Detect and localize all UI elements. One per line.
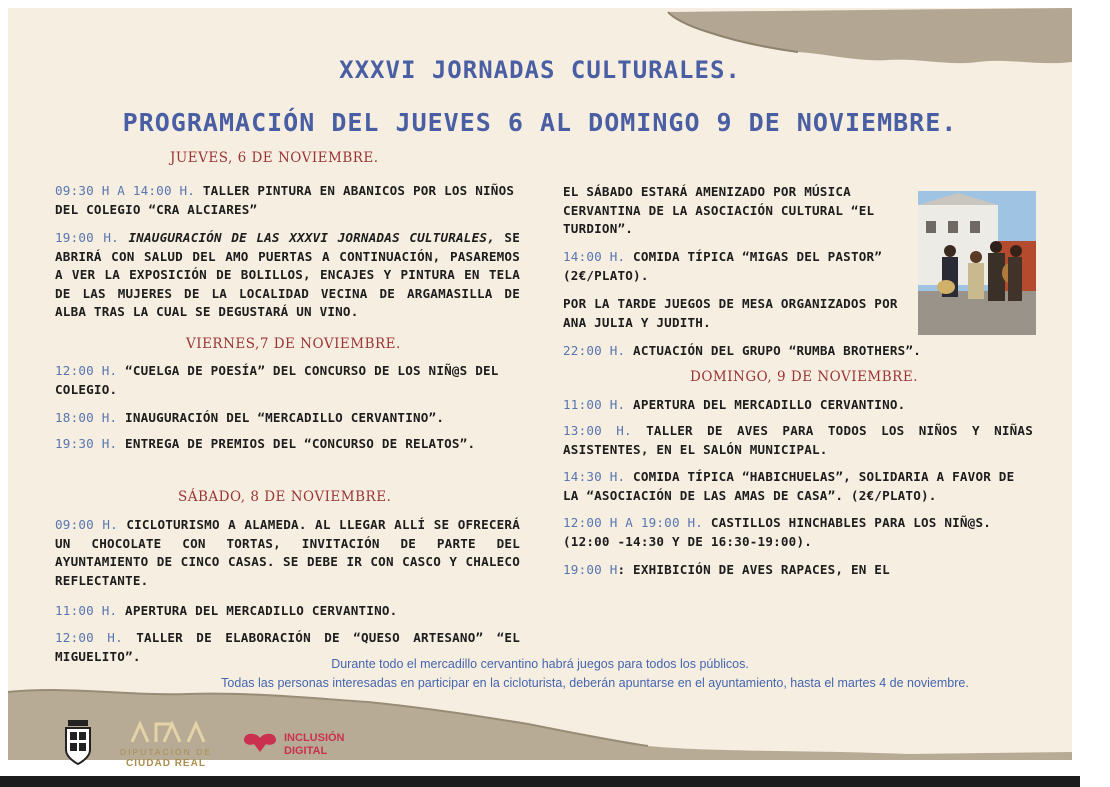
event-time: 11:00 H.: [563, 397, 626, 412]
event-item: [55, 516, 520, 590]
footer-note-games: Durante todo el mercadillo cervantino habrá juegos para todos los públicos.: [331, 657, 749, 671]
event-text: : EXHIBICIÓN DE AVES RAPACES, EN EL: [617, 562, 890, 577]
diputacion-ciudad-real-logo: [112, 720, 220, 768]
event-item: [55, 435, 520, 454]
event-text: CICLOTURISMO A ALAMEDA. AL LLEGAR ALLÍ SE OFRECERÁ UN CHOCOLATE CON TORTAS, INVITACIÓN DE PARTE DEL AYUNTAMIENTO DE CINCO CASAS. SE DEBE IR CON CASCO Y CHALECO REFLECTANTE.: [55, 517, 520, 588]
day-heading-domingo: DOMINGO, 9 DE NOVIEMBRE.: [690, 369, 918, 385]
event-text: EL SÁBADO ESTARÁ AMENIZADO POR MÚSICA CERVANTINA DE LA ASOCIACIÓN CULTURAL “EL TURDION”.: [563, 184, 875, 236]
event-item: [55, 409, 520, 428]
event-text: COMIDA TÍPICA “HABICHUELAS”, SOLIDARIA A FAVOR DE LA “ASOCIACIÓN DE LAS AMAS DE CASA”. (2€/PLATO).: [563, 469, 1015, 503]
event-text: APERTURA DEL MERCADILLO CERVANTINO.: [625, 397, 906, 412]
ciudad-real-label: CIUDAD REAL: [126, 758, 206, 769]
inclusion-mark-icon: [242, 730, 278, 756]
event-text: CASTILLOS HINCHABLES PARA LOS NIÑ@S. (12:00 -14:30 Y DE 16:30-19:00).: [563, 515, 992, 549]
event-time: 14:00 H.: [563, 249, 626, 264]
event-item: [563, 514, 1033, 551]
event-highlight: INAUGURACIÓN DE LAS XXXVI: [118, 230, 329, 245]
diputacion-label: DIPUTACIÓN DE: [120, 747, 212, 757]
event-item: [563, 396, 1033, 415]
event-time: 13:00 H.: [563, 423, 632, 438]
event-item: [563, 561, 1033, 580]
inclusion-label: INCLUSIÓN: [284, 732, 345, 744]
event-time: 19:00 H: [563, 562, 618, 577]
event-item: [55, 602, 520, 621]
digital-label: DIGITAL: [284, 745, 328, 757]
musicians-photo: [918, 191, 1036, 335]
event-time: 09:00 H.: [55, 517, 118, 532]
event-item: [563, 295, 903, 332]
day-heading-sabado: SÁBADO, 8 DE NOVIEMBRE.: [178, 489, 392, 505]
event-text: SE ABRIRÁ CON SALUD DEL AMO PUERTAS A CONTINUACIÓN, PASAREMOS A VER LA EXPOSICIÓN DE BOLILLOS, ENCAJES Y PINTURA EN TELA DE LAS MUJERES DE LA LOCALIDAD VECINA DE ARGAMASILLA DE ALBA TRAS LA CUAL SE DEGUSTARÁ UN VINO.: [55, 230, 520, 319]
event-time: 09:30 H A 14:00 H.: [55, 183, 196, 198]
event-text: ACTUACIÓN DEL GRUPO “RUMBA BROTHERS”.: [625, 343, 921, 358]
diputacion-mark-icon: [112, 720, 220, 744]
event-time: 22:00 H.: [563, 343, 626, 358]
event-text: TALLER PINTURA EN ABANICOS POR LOS NIÑOS DEL COLEGIO “CRA ALCIARES”: [55, 183, 515, 217]
event-text: ENTREGA DE PREMIOS DEL “CONCURSO DE RELATOS”.: [117, 436, 476, 451]
event-item: [55, 229, 520, 322]
event-text: INAUGURACIÓN DEL “MERCADILLO CERVANTINO”.: [117, 410, 445, 425]
event-time: 19:30 H.: [55, 436, 118, 451]
poster-title: XXXVI JORNADAS CULTURALES.: [339, 56, 741, 84]
event-item: [563, 248, 903, 285]
event-text: APERTURA DEL MERCADILLO CERVANTINO.: [117, 603, 398, 618]
event-text: POR LA TARDE JUEGOS DE MESA ORGANIZADOS POR ANA JULIA Y JUDITH.: [563, 296, 898, 330]
event-item: [563, 183, 903, 239]
inclusion-digital-logo: [242, 728, 362, 768]
town-shield-logo: [64, 720, 92, 764]
event-time: 12:00 H A 19:00 H.: [563, 515, 704, 530]
event-item: [563, 342, 1033, 361]
footer-note-registration: Todas las personas interesadas en participar en la cicloturista, deberán apuntarse en el ayuntamiento, hasta el martes 4 de noviembre.: [221, 676, 969, 690]
event-item: [55, 362, 520, 399]
day-heading-jueves: JUEVES, 6 DE NOVIEMBRE.: [170, 150, 379, 166]
event-time: 18:00 H.: [55, 410, 118, 425]
event-item: [563, 422, 1033, 459]
event-text: TALLER DE ELABORACIÓN DE “QUESO ARTESANO” “EL MIGUELITO”.: [55, 630, 520, 664]
event-time: 19:00 H.: [55, 230, 119, 245]
event-time: 12:00 H.: [55, 630, 123, 645]
event-time: 11:00 H.: [55, 603, 118, 618]
event-italic-text: JORNADAS CULTURALES,: [328, 230, 495, 245]
event-text: TALLER DE AVES PARA TODOS LOS NIÑOS Y NIÑAS ASISTENTES, EN EL SALÓN MUNICIPAL.: [563, 423, 1033, 457]
bottom-bar: [0, 776, 1080, 787]
poster-subtitle: PROGRAMACIÓN DEL JUEVES 6 AL DOMINGO 9 DE NOVIEMBRE.: [122, 108, 958, 137]
event-text: COMIDA TÍPICA “MIGAS DEL PASTOR” (2€/PLATO).: [563, 249, 883, 283]
event-item: [563, 468, 1033, 505]
event-time: 12:00 H.: [55, 363, 118, 378]
event-text: “CUELGA DE POESÍA” DEL CONCURSO DE LOS NIÑ@S DEL COLEGIO.: [55, 363, 499, 397]
event-time: 14:30 H.: [563, 469, 626, 484]
event-item: [55, 182, 520, 219]
day-heading-viernes: VIERNES,7 DE NOVIEMBRE.: [186, 336, 401, 352]
